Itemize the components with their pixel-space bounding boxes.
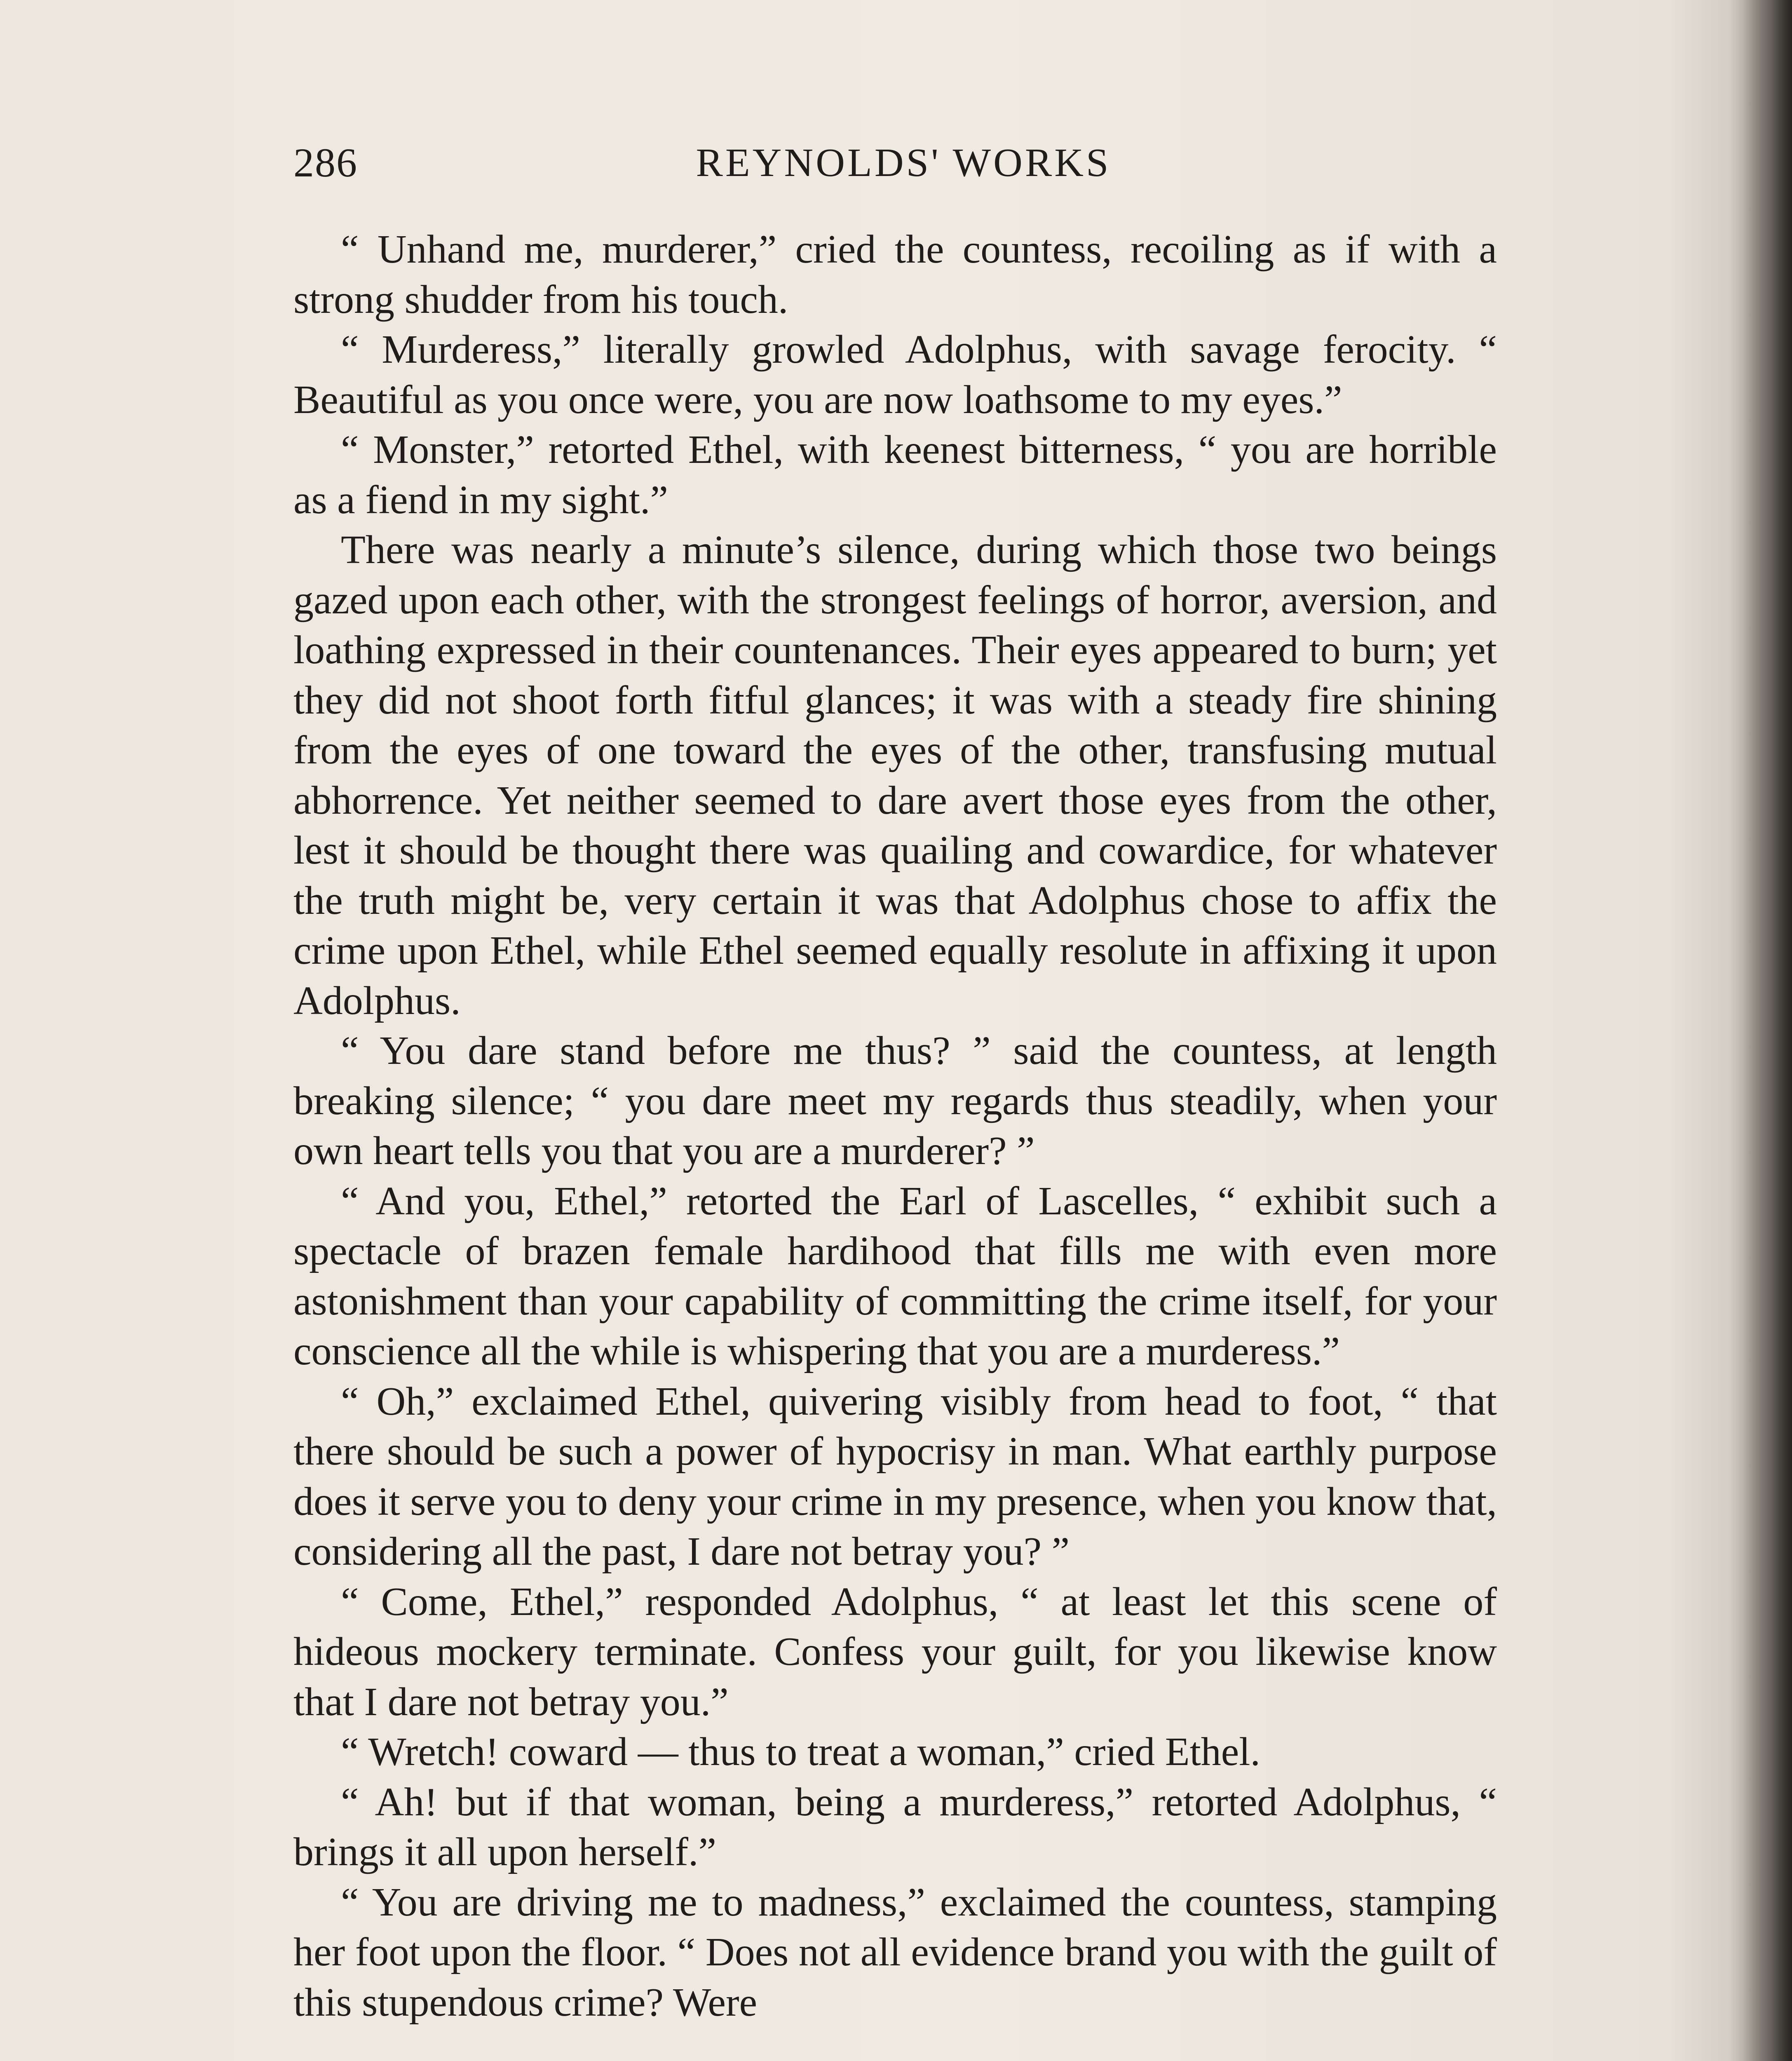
running-title: REYNOLDS' WORKS xyxy=(696,141,1111,185)
body-text xyxy=(293,225,1497,2028)
paragraph: There was nearly a minute’s silence, during which those two beings gazed upon each other, with the strongest feelings of horror, aversion, and loathing expressed in their countenances. Their eyes appeared to burn; yet they did not shoot forth fitful glances; it was with a steady fire shining from the eyes of one toward the eyes of the other, transfusing mutual abhorrence. Yet neither seemed to dare avert those eyes from the other, lest it should be thought there was quailing and cowardice, for whatever the truth might be, very certain it was that Adolphus chose to affix the crime upon Ethel, while Ethel seemed equally resolute in affixing it upon Adolphus. xyxy=(293,528,1497,1023)
running-head xyxy=(293,136,1497,190)
paragraph: “ You dare stand before me thus? ” said the countess, at length breaking silence; “ you dare meet my regards thus steadily, when your own heart tells you that you are a murderer? ” xyxy=(293,1028,1497,1173)
paragraph: “ Unhand me, murderer,” cried the countess, recoiling as if with a strong shudder from his touch. xyxy=(293,227,1497,322)
paragraph: “ Ah! but if that woman, being a murderess,” retorted Adolphus, “ brings it all upon herself.” xyxy=(293,1779,1497,1874)
page-number: 286 xyxy=(293,140,358,185)
paragraph: “ Monster,” retorted Ethel, with keenest bitterness, “ you are horrible as a fiend in my sight.” xyxy=(293,427,1497,522)
paragraph: “ And you, Ethel,” retorted the Earl of Lascelles, “ exhibit such a spectacle of brazen female hardihood that fills me with even more astonishment than your capability of committing the crime itself, for your conscience all the while is whispering that you are a murderess.” xyxy=(293,1178,1497,1373)
paragraph: “ Come, Ethel,” responded Adolphus, “ at least let this scene of hideous mockery terminate. Confess your guilt, for you likewise know that I dare not betray you.” xyxy=(293,1579,1497,1724)
paragraph: “ Wretch! coward — thus to treat a woman,” cried Ethel. xyxy=(341,1730,1261,1774)
paragraph: “ Oh,” exclaimed Ethel, quivering visibly from head to foot, “ that there should be such a power of hypocrisy in man. What earthly purpose does it serve you to deny your crime in my presence, when you know that, considering all the past, I dare not betray you? ” xyxy=(293,1379,1497,1574)
paragraph: “ You are driving me to madness,” exclaimed the countess, stamping her foot upon the floor. “ Does not all evidence brand you with the guilt of this stupendous crime? Were xyxy=(293,1880,1497,2025)
page-edge-shadow xyxy=(1743,0,1792,2061)
paragraph: “ Murderess,” literally growled Adolphus, with savage ferocity. “ Beautiful as you once were, you are now loathsome to my eyes.” xyxy=(293,327,1497,422)
